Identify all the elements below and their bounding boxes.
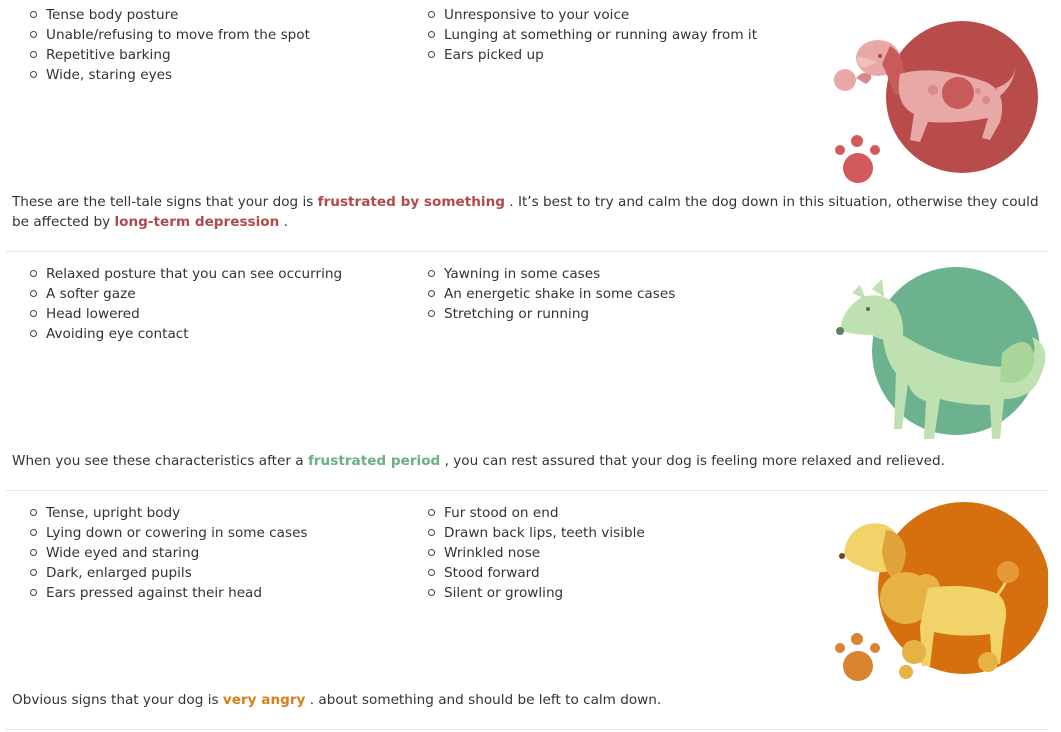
paw-print-icon (835, 633, 880, 681)
list-item: Ears pressed against their head (30, 583, 410, 603)
list-item: Drawn back lips, teeth visible (428, 523, 808, 543)
section-frustrated (0, 0, 1061, 252)
highlight-frustrated-period: frustrated period (307, 453, 441, 469)
highlight-very-angry: very angry (222, 692, 306, 708)
caption-angry (12, 690, 1047, 710)
list-item: Stretching or running (428, 304, 808, 324)
list-item: Dark, enlarged pupils (30, 563, 410, 583)
list-item: A softer gaze (30, 284, 410, 304)
signs-list-right (428, 503, 808, 603)
list-item: Head lowered (30, 304, 410, 324)
section-divider (6, 251, 1048, 252)
list-item: Silent or growling (428, 583, 808, 603)
caption-text: . It’s best to try and calm the dog down in this situation, otherwise they could be affected by (12, 194, 1039, 230)
list-item: Tense body posture (30, 5, 410, 25)
list-item: Wide eyed and staring (30, 543, 410, 563)
section-relaxed (0, 259, 1061, 491)
list-item: Fur stood on end (428, 503, 808, 523)
signs-list-left (30, 503, 410, 603)
highlight-frustrated-by-something: frustrated by something (317, 194, 505, 210)
list-item: Tense, upright body (30, 503, 410, 523)
relaxed-dog-illustration (832, 261, 1047, 451)
caption-text: . about something and should be left to calm down. (305, 692, 662, 708)
signs-lists (0, 498, 820, 601)
section-divider (6, 490, 1048, 491)
list-item: Unresponsive to your voice (428, 5, 808, 25)
caption-text: , you can rest assured that your dog is feeling more relaxed and relieved. (440, 453, 945, 469)
list-item: Stood forward (428, 563, 808, 583)
caption-text: . (279, 214, 288, 230)
caption-frustrated (12, 192, 1047, 232)
highlight-long-term-depression: long-term depression (114, 214, 280, 230)
list-item: Yawning in some cases (428, 264, 808, 284)
caption-relaxed (12, 451, 1047, 471)
frustrated-dog-illustration (828, 18, 1048, 188)
paw-print-icon (835, 135, 880, 183)
caption-text: Obvious signs that your dog is (12, 692, 223, 708)
section-divider (6, 729, 1048, 730)
list-item: Lying down or cowering in some cases (30, 523, 410, 543)
list-item: Avoiding eye contact (30, 324, 410, 344)
caption-text: When you see these characteristics after a (12, 453, 308, 469)
section-angry (0, 498, 1061, 732)
list-item: Ears picked up (428, 45, 808, 65)
signs-lists (0, 259, 820, 359)
list-item: An energetic shake in some cases (428, 284, 808, 304)
angry-dog-illustration (828, 502, 1048, 688)
caption-text: These are the tell-tale signs that your dog is (12, 194, 318, 210)
signs-list-left (30, 264, 410, 344)
list-item: Wide, staring eyes (30, 65, 410, 85)
signs-list-left (30, 5, 410, 85)
list-item: Relaxed posture that you can see occurring (30, 264, 410, 284)
signs-list-right (428, 264, 808, 324)
signs-lists (0, 0, 820, 100)
list-item: Repetitive barking (30, 45, 410, 65)
list-item: Wrinkled nose (428, 543, 808, 563)
list-item: Lunging at something or running away from it (428, 25, 808, 45)
list-item: Unable/refusing to move from the spot (30, 25, 410, 45)
signs-list-right (428, 5, 808, 65)
